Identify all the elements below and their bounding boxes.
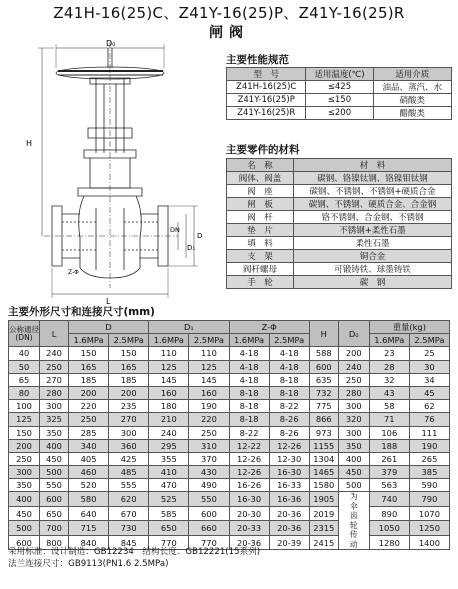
table-cell: 585	[149, 506, 189, 521]
table-cell: 62	[409, 400, 449, 413]
table-cell: 1050	[369, 521, 409, 536]
table-cell: 8-22	[269, 400, 309, 413]
table-row	[9, 373, 450, 386]
table-cell: 1280	[369, 535, 409, 550]
table-cell: 4-18	[229, 373, 269, 386]
table-cell: 12-22	[229, 439, 269, 452]
table-cell: 8-22	[229, 426, 269, 439]
table-cell: 125	[189, 360, 229, 373]
table-cell: 320	[338, 413, 369, 426]
table-cell: 325	[40, 413, 69, 426]
table-cell: 12-26	[269, 439, 309, 452]
table-cell: 770	[189, 535, 229, 550]
table-cell: 265	[409, 452, 449, 465]
table-cell: 32	[369, 373, 409, 386]
notes	[8, 546, 260, 570]
table-cell: 71	[369, 413, 409, 426]
table-cell: 800	[40, 535, 69, 550]
table-cell: 425	[109, 452, 149, 465]
table-cell: 460	[69, 466, 109, 479]
table-cell: 50	[9, 360, 40, 373]
table-cell: 790	[409, 492, 449, 507]
table-cell: 8-18	[269, 386, 309, 399]
table-cell: 730	[109, 521, 149, 536]
table-cell: 600	[189, 506, 229, 521]
table-cell: 80	[9, 386, 40, 399]
pressure-header: 1.6MPa	[229, 334, 269, 347]
table-cell: 28	[369, 360, 409, 373]
table-cell: 190	[409, 439, 449, 452]
table-cell: 600	[309, 360, 338, 373]
table-cell: 4-18	[269, 360, 309, 373]
table-cell: 650	[149, 521, 189, 536]
table-cell: 150	[109, 347, 149, 360]
table-cell: 620	[109, 492, 149, 507]
table-row	[227, 250, 452, 263]
table-cell: 200	[338, 347, 369, 360]
table-cell: 775	[309, 400, 338, 413]
table-cell: 550	[189, 492, 229, 507]
mat-header-material: 材 料	[294, 159, 452, 172]
z-label: Z-Φ	[68, 269, 79, 276]
table-cell: 385	[409, 466, 449, 479]
table-row	[9, 492, 450, 507]
table-cell: 360	[109, 439, 149, 452]
table-cell: 240	[149, 426, 189, 439]
table-cell: 563	[369, 479, 409, 492]
mat-header-name: 名 称	[227, 159, 294, 172]
note-flange: 法兰连接尺寸：GB9113(PN1.6 2.5MPa)	[8, 559, 169, 569]
page-subtitle: 闸阀	[209, 25, 249, 41]
table-cell: 280	[338, 386, 369, 399]
table-cell: 261	[369, 452, 409, 465]
table-cell: 20-36	[229, 535, 269, 550]
table-cell: 300	[338, 400, 369, 413]
table-cell: ≤150	[306, 94, 373, 107]
table-row	[227, 198, 452, 211]
perf-header-model: 型 号	[227, 68, 306, 81]
table-cell: 1580	[309, 479, 338, 492]
table-cell: 阀体、阀盖	[227, 172, 294, 185]
table-cell: 1155	[309, 439, 338, 452]
table-row	[9, 466, 450, 479]
table-cell: 740	[369, 492, 409, 507]
table-cell: 16-36	[269, 492, 309, 507]
table-cell: ≤200	[306, 107, 373, 120]
table-cell: 450	[9, 506, 40, 521]
table-cell: 450	[338, 466, 369, 479]
table-cell: 150	[9, 426, 40, 439]
table-cell: 硝酸类	[373, 94, 451, 107]
table-cell: 160	[149, 386, 189, 399]
table-cell: 4-18	[229, 360, 269, 373]
table-cell: 16-30	[229, 492, 269, 507]
table-row	[227, 263, 452, 276]
table-cell: 碳 钢	[294, 276, 452, 289]
valve-drawing	[18, 38, 223, 308]
table-cell: 220	[189, 413, 229, 426]
table-cell: 闸 板	[227, 198, 294, 211]
table-cell: 8-18	[229, 400, 269, 413]
table-cell: 370	[189, 452, 229, 465]
table-cell: 410	[149, 466, 189, 479]
table-cell: 145	[189, 373, 229, 386]
col-z-header: Z-Φ	[229, 321, 309, 334]
table-row	[227, 94, 452, 107]
table-cell: 110	[189, 347, 229, 360]
table-cell: 210	[149, 413, 189, 426]
table-cell: 1400	[409, 535, 449, 550]
table-cell: 1250	[409, 521, 449, 536]
table-cell: 125	[9, 413, 40, 426]
table-cell: 16-33	[269, 479, 309, 492]
table-cell: 250	[338, 373, 369, 386]
table-cell: 碳钢、铬镍钛钢、铬镍钼钛钢	[294, 172, 452, 185]
col-d0-header: D₀	[338, 321, 369, 347]
table-cell: 12-26	[229, 452, 269, 465]
table-cell: 300	[40, 400, 69, 413]
table-cell: 碳钢、不锈钢、不锈钢+硬质合金	[294, 185, 452, 198]
table-cell: 600	[9, 535, 40, 550]
table-cell: 400	[338, 452, 369, 465]
table-cell: 185	[109, 373, 149, 386]
performance-heading: 主要性能规范	[226, 54, 289, 66]
table-cell: 220	[69, 400, 109, 413]
d0-label: D₀	[106, 39, 116, 48]
table-cell: 醋酸类	[373, 107, 451, 120]
table-row	[9, 426, 450, 439]
table-row	[227, 172, 452, 185]
table-cell: 450	[40, 452, 69, 465]
table-cell: 不锈钢+柔性石墨	[294, 224, 452, 237]
d-label: D	[197, 232, 203, 240]
l-label: L	[106, 297, 111, 306]
table-cell: 阀 杆	[227, 211, 294, 224]
table-cell: 500	[40, 466, 69, 479]
table-row	[227, 211, 452, 224]
table-cell: 145	[149, 373, 189, 386]
table-cell: 铬不锈钢、合金钢、不锈钢	[294, 211, 452, 224]
h-label: H	[26, 139, 33, 148]
table-cell: 295	[149, 439, 189, 452]
table-cell: 8-18	[229, 413, 269, 426]
table-cell: 8-18	[229, 386, 269, 399]
table-cell: 20-36	[269, 521, 309, 536]
table-row	[9, 452, 450, 465]
table-cell: 525	[149, 492, 189, 507]
table-cell: 280	[40, 386, 69, 399]
table-cell: 550	[40, 479, 69, 492]
table-cell: 250	[9, 452, 40, 465]
table-row	[9, 439, 450, 452]
table-cell: 8-26	[269, 426, 309, 439]
table-cell: 111	[409, 426, 449, 439]
pressure-header: 2.5MPa	[109, 334, 149, 347]
table-cell: 65	[9, 373, 40, 386]
table-cell: 1070	[409, 506, 449, 521]
table-cell: 355	[149, 452, 189, 465]
table-cell: 188	[369, 439, 409, 452]
table-cell: 填 料	[227, 237, 294, 250]
table-row	[227, 276, 452, 289]
note-standards: 采用标准：设计制造：GB12234 结构长度：GB12221(15系列)	[8, 547, 261, 557]
table-cell: 240	[338, 360, 369, 373]
table-cell: 165	[109, 360, 149, 373]
table-cell: ≤425	[306, 81, 373, 94]
table-cell: 12-30	[269, 452, 309, 465]
table-cell: Z41Y-16(25)R	[227, 107, 306, 120]
dn-label: DN	[170, 226, 180, 234]
table-cell: 手 轮	[227, 276, 294, 289]
table-cell: 300	[109, 426, 149, 439]
table-cell: 100	[9, 400, 40, 413]
table-cell: 300	[338, 426, 369, 439]
dimensions-heading: 主要外形尺寸和连接尺寸(mm)	[8, 306, 155, 318]
table-cell: 640	[69, 506, 109, 521]
d1-label: D₁	[187, 244, 196, 252]
table-cell: 200	[109, 386, 149, 399]
table-row	[9, 347, 450, 360]
table-cell: 400	[40, 439, 69, 452]
table-cell: 580	[69, 492, 109, 507]
table-cell: 490	[189, 479, 229, 492]
table-cell: 650	[40, 506, 69, 521]
page-title: Z41H-16(25)C、Z41Y-16(25)P、Z41Y-16(25)R	[53, 4, 405, 22]
table-cell: 1304	[309, 452, 338, 465]
gear-note-cell: 为伞齿轮传动	[338, 492, 369, 550]
table-cell: 23	[369, 347, 409, 360]
table-cell: 76	[409, 413, 449, 426]
perf-header-temp: 适用温度(℃)	[306, 68, 373, 81]
table-row	[9, 506, 450, 521]
pressure-header: 2.5MPa	[409, 334, 449, 347]
table-cell: 180	[149, 400, 189, 413]
table-cell: 2415	[309, 535, 338, 550]
table-cell: 碳钢、不锈钢、硬质合金、合金钢	[294, 198, 452, 211]
col-d-header: D	[69, 321, 149, 334]
table-cell: 支 架	[227, 250, 294, 263]
table-cell: 590	[409, 479, 449, 492]
table-cell: 20-33	[229, 521, 269, 536]
table-cell: 阀 座	[227, 185, 294, 198]
table-cell: 柔性石墨	[294, 237, 452, 250]
table-cell: 890	[369, 506, 409, 521]
col-l-header: L	[40, 321, 69, 347]
table-cell: 485	[109, 466, 149, 479]
table-cell: 670	[109, 506, 149, 521]
table-cell: 200	[69, 386, 109, 399]
table-cell: 350	[338, 439, 369, 452]
table-cell: 45	[409, 386, 449, 399]
table-cell: 185	[69, 373, 109, 386]
table-cell: 30	[409, 360, 449, 373]
table-cell: 165	[69, 360, 109, 373]
table-cell: 43	[369, 386, 409, 399]
table-cell: 840	[69, 535, 109, 550]
table-cell: 油品、蒸汽、水	[373, 81, 451, 94]
table-cell: 8-26	[269, 413, 309, 426]
table-cell: 285	[69, 426, 109, 439]
table-cell: 845	[109, 535, 149, 550]
performance-table	[226, 67, 452, 120]
pressure-header: 1.6MPa	[149, 334, 189, 347]
table-cell: Z41Y-16(25)P	[227, 94, 306, 107]
pressure-header: 2.5MPa	[189, 334, 229, 347]
table-cell: 4-18	[229, 347, 269, 360]
table-cell: 300	[9, 466, 40, 479]
table-cell: 340	[69, 439, 109, 452]
table-cell: 200	[9, 439, 40, 452]
table-cell: 973	[309, 426, 338, 439]
table-cell: 4-18	[269, 347, 309, 360]
table-cell: 555	[109, 479, 149, 492]
pressure-header: 1.6MPa	[369, 334, 409, 347]
table-row	[9, 400, 450, 413]
table-cell: 270	[109, 413, 149, 426]
table-row	[227, 185, 452, 198]
table-cell: 150	[69, 347, 109, 360]
table-cell: 379	[369, 466, 409, 479]
col-dn-header: 公称通径(DN)	[9, 321, 40, 347]
col-h-header: H	[309, 321, 338, 347]
table-cell: 12-26	[229, 466, 269, 479]
table-row	[9, 521, 450, 536]
table-cell: 20-30	[229, 506, 269, 521]
table-cell: 58	[369, 400, 409, 413]
table-cell: 可锻铸铁、球墨铸铁	[294, 263, 452, 276]
table-row	[9, 413, 450, 426]
table-cell: 500	[9, 521, 40, 536]
table-cell: 700	[40, 521, 69, 536]
table-cell: 250	[69, 413, 109, 426]
table-row	[227, 237, 452, 250]
table-cell: 770	[149, 535, 189, 550]
table-row	[9, 479, 450, 492]
table-cell: 470	[149, 479, 189, 492]
table-cell: 190	[189, 400, 229, 413]
table-cell: 8-18	[269, 373, 309, 386]
table-cell: 250	[189, 426, 229, 439]
table-cell: 16-30	[269, 466, 309, 479]
table-cell: 430	[189, 466, 229, 479]
table-row	[9, 386, 450, 399]
table-cell: 660	[189, 521, 229, 536]
table-cell: 125	[149, 360, 189, 373]
table-cell: 350	[9, 479, 40, 492]
table-row	[227, 224, 452, 237]
table-cell: 1465	[309, 466, 338, 479]
table-cell: 阀杆螺母	[227, 263, 294, 276]
table-cell: 1905	[309, 492, 338, 507]
table-cell: 310	[189, 439, 229, 452]
table-cell: 600	[40, 492, 69, 507]
table-cell: 垫 片	[227, 224, 294, 237]
table-cell: 160	[189, 386, 229, 399]
table-cell: 25	[409, 347, 449, 360]
table-cell: 20-39	[269, 535, 309, 550]
table-cell: 635	[309, 373, 338, 386]
table-cell: 240	[40, 347, 69, 360]
table-cell: Z41H-16(25)C	[227, 81, 306, 94]
table-cell: 34	[409, 373, 449, 386]
pressure-header: 1.6MPa	[69, 334, 109, 347]
table-cell: 270	[40, 373, 69, 386]
dimensions-table	[8, 320, 450, 550]
table-cell: 866	[309, 413, 338, 426]
pressure-header: 2.5MPa	[269, 334, 309, 347]
table-row	[9, 360, 450, 373]
table-cell: 16-26	[229, 479, 269, 492]
table-cell: 405	[69, 452, 109, 465]
table-cell: 250	[40, 360, 69, 373]
table-cell: 235	[109, 400, 149, 413]
perf-header-medium: 适用介质	[373, 68, 451, 81]
table-cell: 715	[69, 521, 109, 536]
table-cell: 40	[9, 347, 40, 360]
table-cell: 2019	[309, 506, 338, 521]
table-cell: 400	[9, 492, 40, 507]
table-row	[227, 107, 452, 120]
table-cell: 2315	[309, 521, 338, 536]
table-cell: 588	[309, 347, 338, 360]
table-cell: 732	[309, 386, 338, 399]
table-cell: 500	[338, 479, 369, 492]
table-cell: 520	[69, 479, 109, 492]
table-cell: 110	[149, 347, 189, 360]
materials-heading: 主要零件的材料	[226, 144, 300, 156]
table-cell: 350	[40, 426, 69, 439]
col-weight-header: 重量(kg)	[369, 321, 449, 334]
table-cell: 106	[369, 426, 409, 439]
table-cell: 20-36	[269, 506, 309, 521]
table-row	[227, 81, 452, 94]
table-cell: 铜合金	[294, 250, 452, 263]
col-d1-header: D₁	[149, 321, 229, 334]
materials-table	[226, 158, 452, 289]
